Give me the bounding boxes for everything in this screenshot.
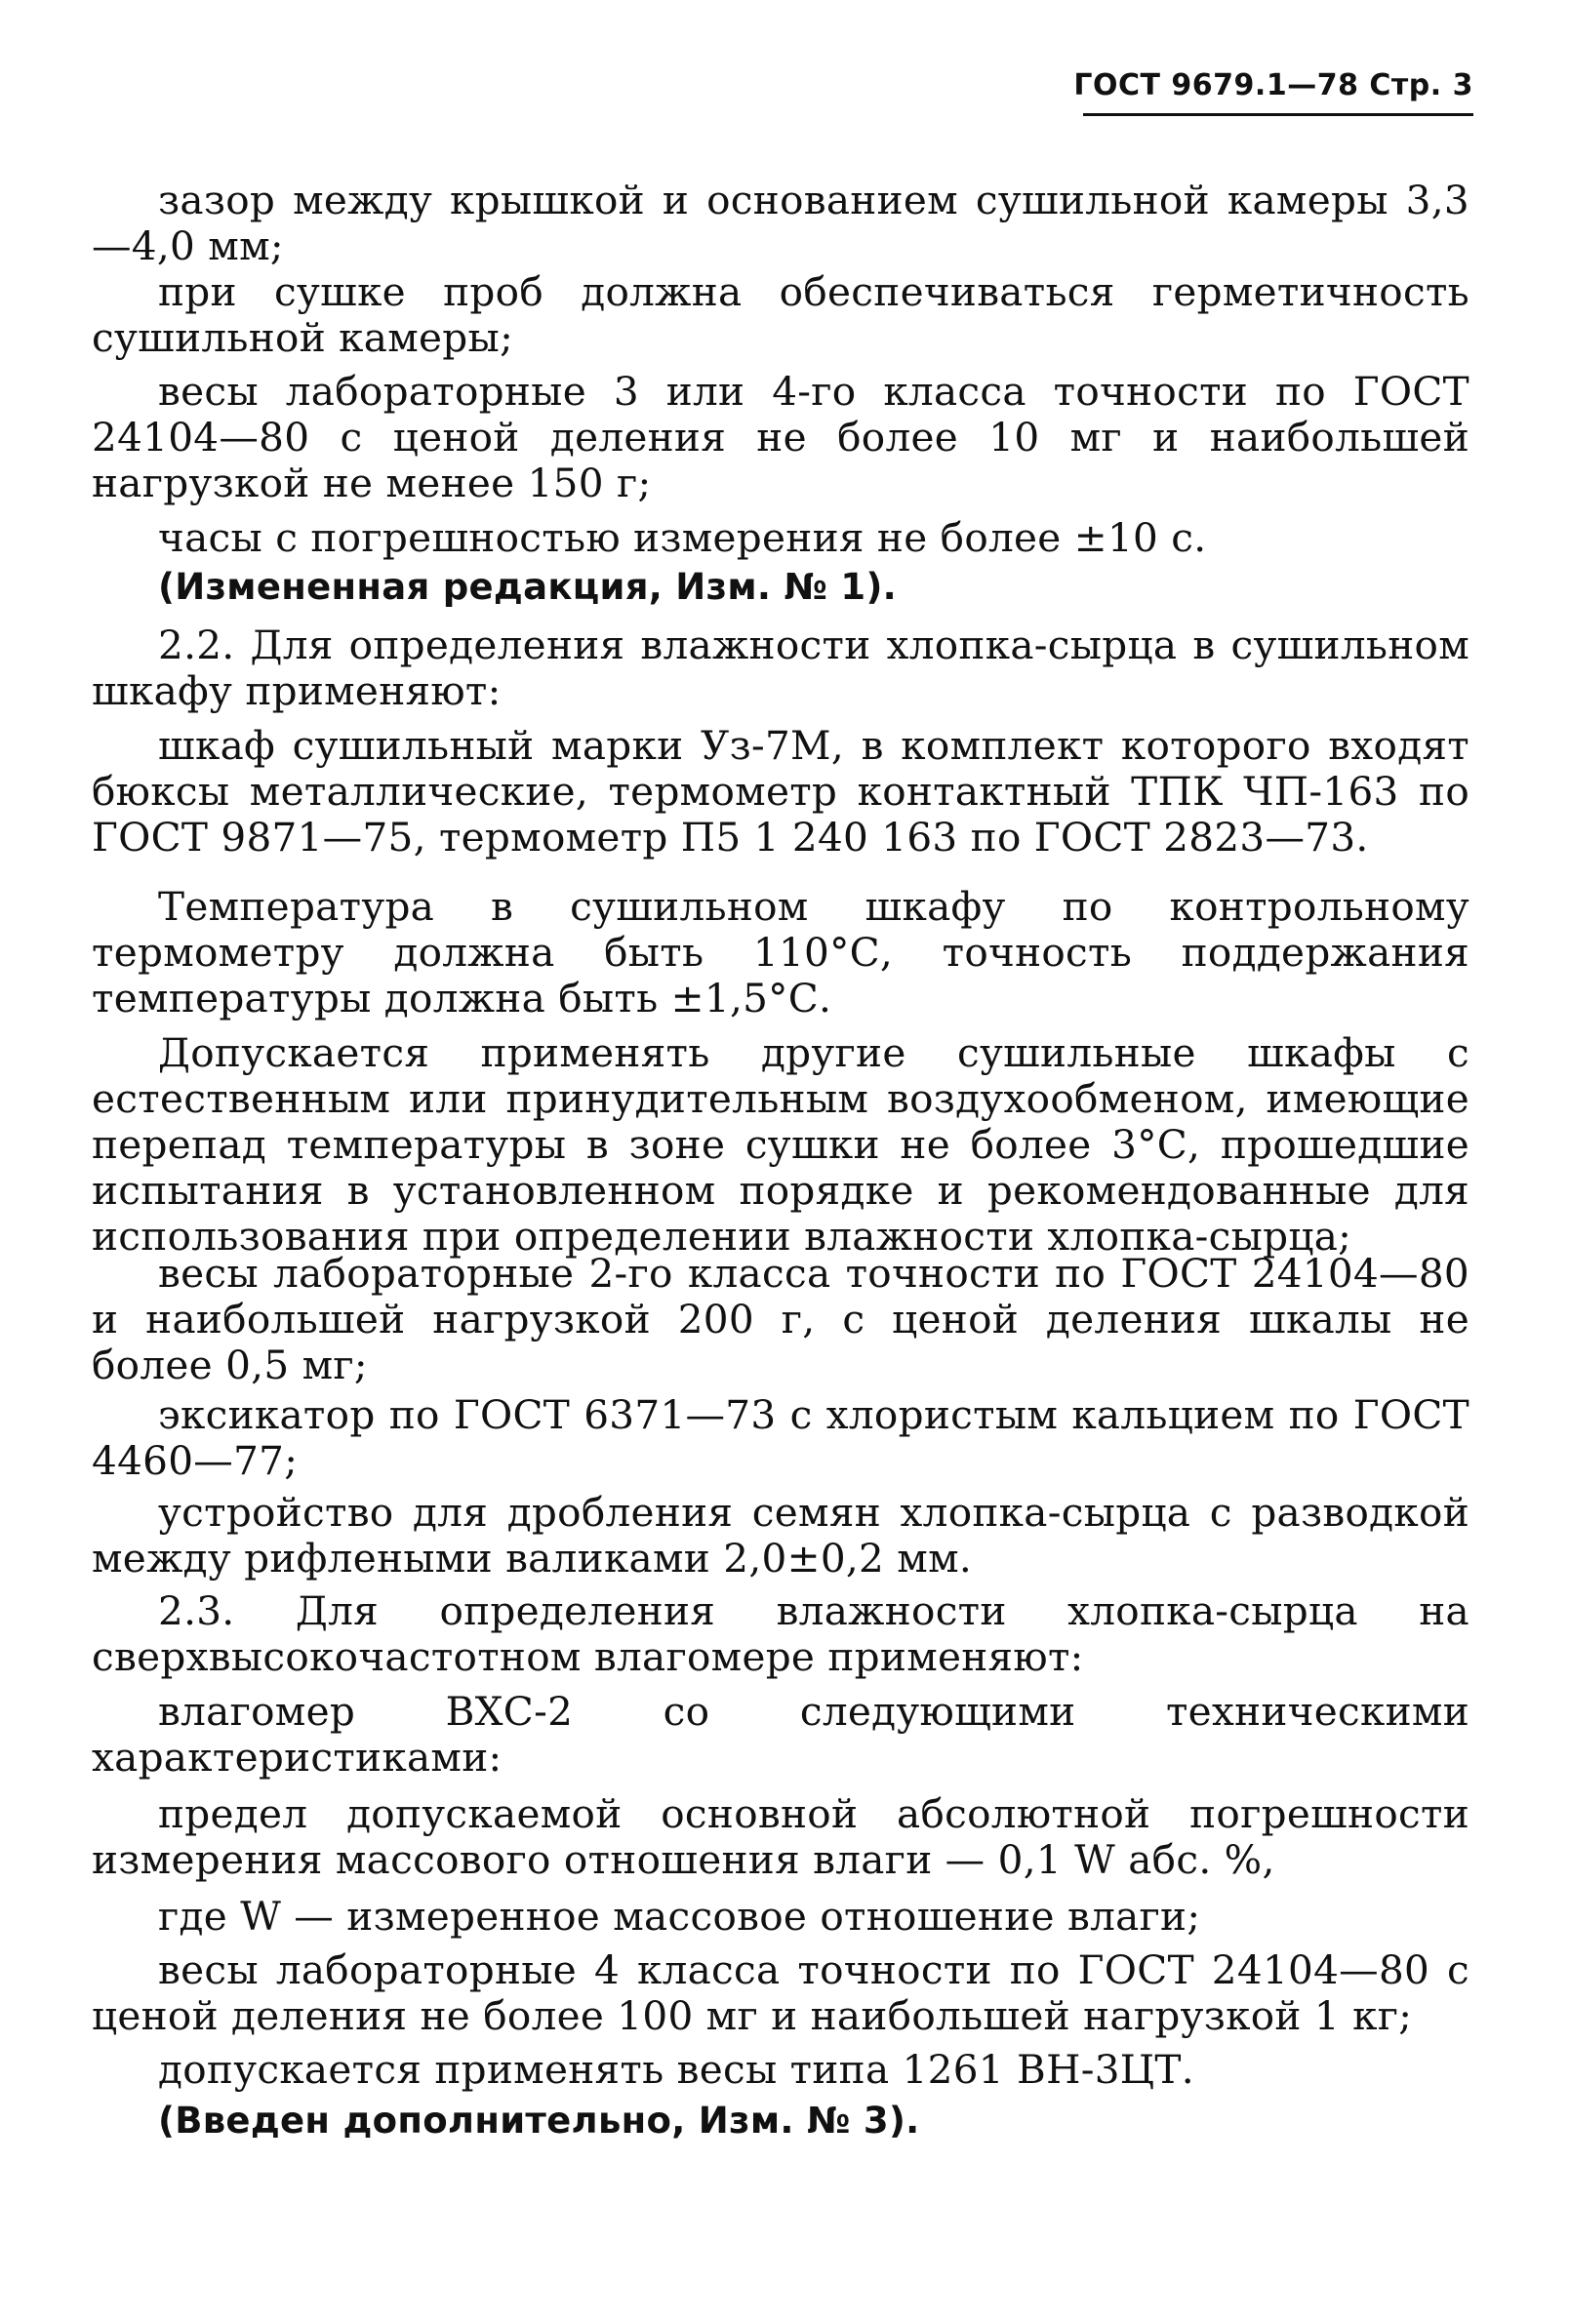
- paragraph-scales-1: весы лабораторные 3 или 4-го класса точности по ГОСТ 24104—80 с ценой деления не более 10 мг и наибольшей нагрузкой не менее 150 г;: [92, 368, 1469, 506]
- paragraph-crusher: устройство для дробления семян хлопка-сырца с разводкой между рифлеными валиками 2,0±0,2 мм.: [92, 1489, 1469, 1582]
- paragraph-desiccator: эксикатор по ГОСТ 6371—73 с хлористым кальцием по ГОСТ 4460—77;: [92, 1391, 1469, 1484]
- paragraph-dryer-gap: зазор между крышкой и основанием сушильной камеры 3,3—4,0 мм;: [92, 177, 1469, 269]
- paragraph-scales-type: допускается применять весы типа 1261 ВН-3ЦТ.: [158, 2046, 1194, 2093]
- paragraph-moisture-meter: влагомер ВХС-2 со следующими техническими характеристиками:: [92, 1688, 1469, 1781]
- section-2-2: 2.2. Для определения влажности хлопка-сырца в сушильном шкафу применяют:: [92, 621, 1469, 714]
- paragraph-other-ovens: Допускается применять другие сушильные шкафы с естественным или принудительным воздухообменом, имеющие перепад температуры в зоне сушки не более 3°С, прошедшие испытания в установленном порядке и рекомендованные для использования при определении влажности хлопка-сырца;: [92, 1029, 1469, 1260]
- page-header: ГОСТ 9679.1—78 Стр. 3: [1073, 68, 1473, 102]
- header-rule: [1083, 113, 1473, 116]
- amendment-note-3: (Введен дополнительно, Изм. № 3).: [158, 2100, 920, 2142]
- section-2-3: 2.3. Для определения влажности хлопка-сырца на сверхвысокочастотном влагомере применяют:: [92, 1587, 1469, 1680]
- paragraph-oven: шкаф сушильный марки Уз-7М, в комплект которого входят бюксы металлические, термометр контактный ТПК ЧП-163 по ГОСТ 9871—75, термометр П5 1 240 163 по ГОСТ 2823—73.: [92, 722, 1469, 861]
- paragraph-w-definition: где W — измеренное массовое отношение влаги;: [158, 1893, 1201, 1940]
- amendment-note-1: (Измененная редакция, Изм. № 1).: [158, 566, 898, 608]
- paragraph-scales-3: весы лабораторные 4 класса точности по ГОСТ 24104—80 с ценой деления не более 100 мг и наибольшей нагрузкой 1 кг;: [92, 1946, 1469, 2039]
- paragraph-temperature: Температура в сушильном шкафу по контрольному термометру должна быть 110°С, точность поддержания температуры должна быть ±1,5°С.: [92, 883, 1469, 1022]
- paragraph-scales-2: весы лабораторные 2-го класса точности по ГОСТ 24104—80 и наибольшей нагрузкой 200 г, с ценой деления шкалы не более 0,5 мг;: [92, 1250, 1469, 1388]
- paragraph-sealing: при сушке проб должна обеспечиваться герметичность сушильной камеры;: [92, 268, 1469, 361]
- paragraph-clock: часы с погрешностью измерения не более ±10 с.: [158, 514, 1207, 561]
- paragraph-error-limit: предел допускаемой основной абсолютной погрешности измерения массового отношения влаги — 0,1 W абс. %,: [92, 1790, 1469, 1883]
